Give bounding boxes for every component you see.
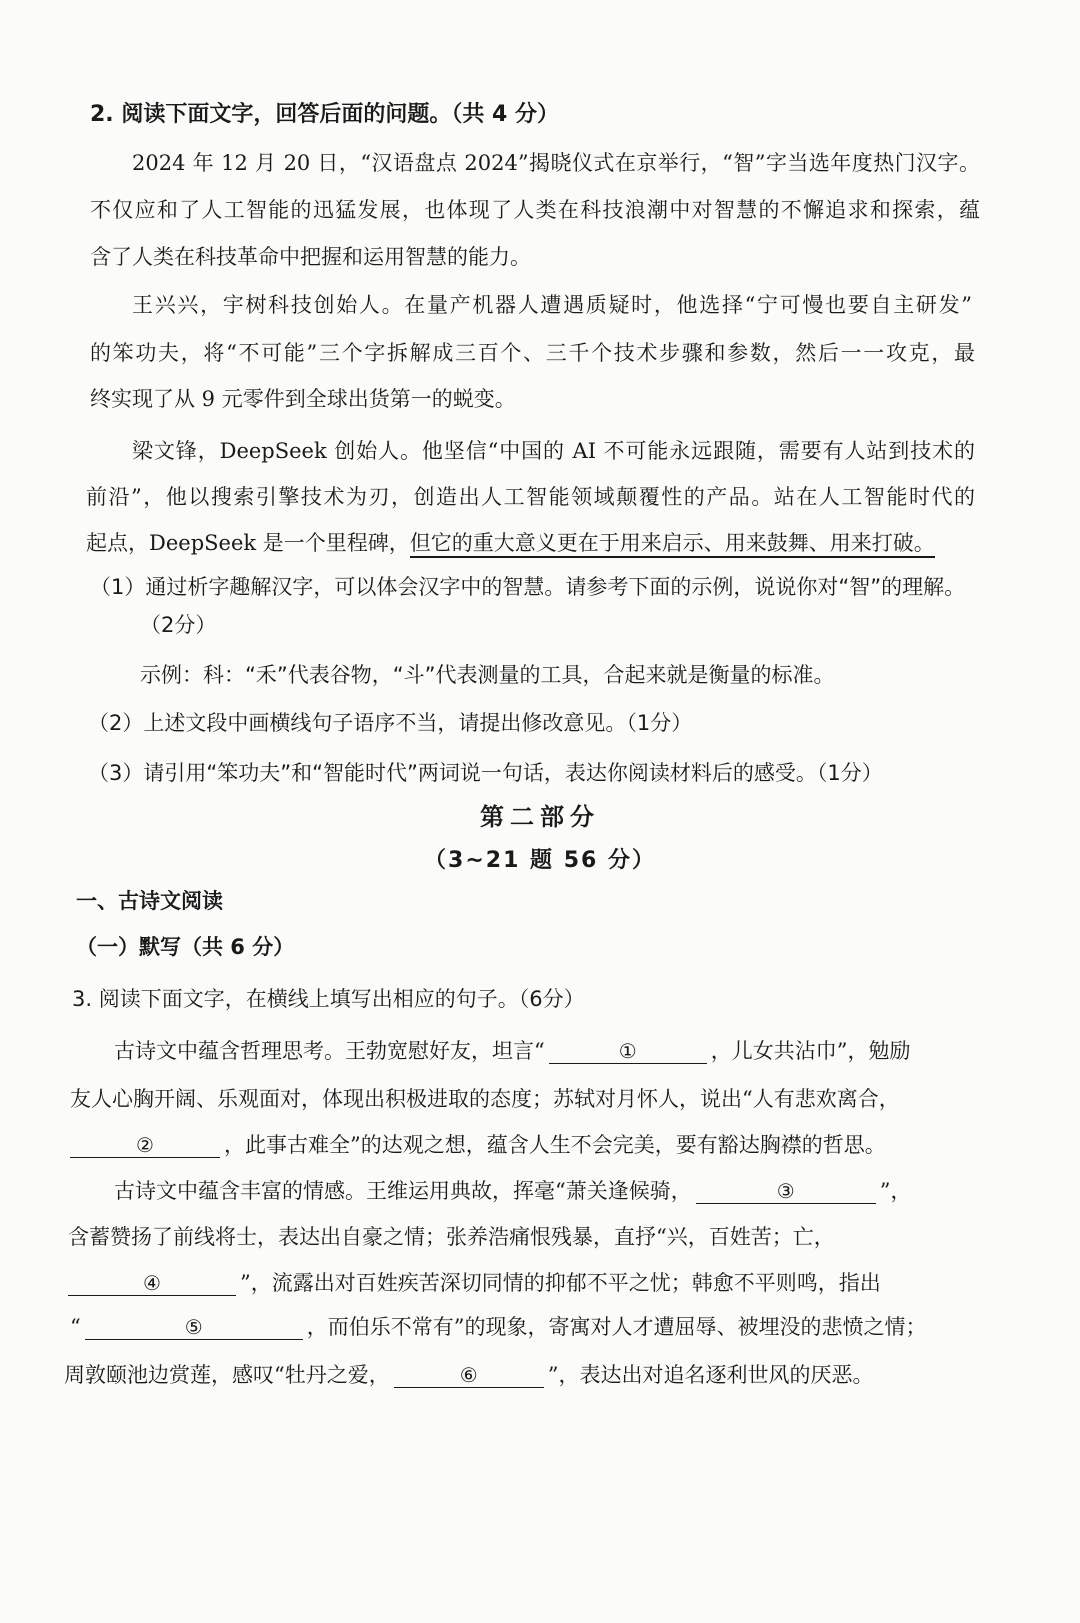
q2-p3-line3 bbox=[86, 528, 935, 558]
q3-line8: 周敦颐池边赏莲，感叹“牡丹之爱， ⑥ ”，表达出对追名逐利世风的厌恶。 bbox=[64, 1363, 874, 1387]
q2-p1-line1: 2024 年 12 月 20 日，“汉语盘点 2024”揭晓仪式在京举行，“智”字当选年度热门汉字。 bbox=[132, 151, 980, 175]
q2-sub2: （2）上述文段中画横线句子语序不当，请提出修改意见。（1分） bbox=[88, 711, 693, 735]
q3-title: 3. 阅读下面文字，在横线上填写出相应的句子。（6分） bbox=[72, 987, 585, 1011]
part2-title: 第二部分 bbox=[480, 803, 600, 831]
q2-sub1-score: （2分） bbox=[140, 613, 217, 637]
q3-line5: 含蓄赞扬了前线将士，表达出自豪之情；张养浩痛恨残暴，直抒“兴，百姓苦；亡， bbox=[68, 1225, 835, 1249]
blank-4[interactable]: ④ bbox=[68, 1271, 236, 1296]
underlined-sentence: 但它的重大意义更在于用来启示、用来鼓舞、用来打破。 bbox=[410, 531, 935, 558]
q2-p3-line1: 梁文锋，DeepSeek 创始人。他坚信“中国的 AI 不可能永远跟随，需要有人站到技术的 bbox=[132, 439, 975, 463]
q2-p1-line2: 不仅应和了人工智能的迅猛发展，也体现了人类在科技浪潮中对智慧的不懈追求和探索，蕴 bbox=[90, 198, 980, 222]
blank-6[interactable]: ⑥ bbox=[394, 1363, 544, 1388]
blank-2[interactable]: ② bbox=[70, 1133, 220, 1158]
q3-line4: 古诗文中蕴含丰富的情感。王维运用典故，挥毫“萧关逢候骑， ③ ”， bbox=[114, 1179, 912, 1203]
q3-line7: “ ⑤ ，而伯乐不常有”的现象，寄寓对人才遭屈辱、被埋没的悲愤之情； bbox=[70, 1315, 927, 1339]
q3-line6: ④ ”，流露出对百姓疾苦深切同情的抑郁不平之忧；韩愈不平则鸣，指出 bbox=[68, 1268, 881, 1298]
blank-3[interactable]: ③ bbox=[696, 1179, 876, 1204]
q2-p2-line3: 终实现了从 9 元零件到全球出货第一的蜕变。 bbox=[90, 387, 516, 411]
blank-1[interactable]: ① bbox=[549, 1039, 707, 1064]
q2-p2-line1: 王兴兴，宇树科技创始人。在量产机器人遭遇质疑时，他选择“宁可慢也要自主研发” bbox=[132, 293, 972, 317]
q3-line2: 友人心胸开阔、乐观面对，体现出积极进取的态度；苏轼对月怀人，说出“人有悲欢离合， bbox=[70, 1087, 900, 1111]
q2-title: 2. 阅读下面文字，回答后面的问题。（共 4 分） bbox=[90, 102, 559, 127]
section1-subtitle: （一）默写（共 6 分） bbox=[76, 935, 295, 959]
q3-line1: 古诗文中蕴含哲理思考。王勃宽慰好友，坦言“ ① ，儿女共沾巾”，勉励 bbox=[114, 1039, 911, 1063]
q3-line3: ② ，此事古难全”的达观之想，蕴含人生不会完美，要有豁达胸襟的哲思。 bbox=[70, 1130, 886, 1160]
q2-sub3: （3）请引用“笨功夫”和“智能时代”两词说一句话，表达你阅读材料后的感受。（1分） bbox=[88, 761, 883, 785]
q2-p3-prefix: 起点，DeepSeek 是一个里程碑， bbox=[86, 531, 410, 555]
q2-p2-line2: 的笨功夫，将“不可能”三个字拆解成三百个、三千个技术步骤和参数，然后一一攻克，最 bbox=[90, 341, 975, 365]
q2-p3-line2: 前沿”，他以搜索引擎技术为刃，创造出人工智能领域颠覆性的产品。站在人工智能时代的 bbox=[86, 485, 975, 509]
section1-title: 一、古诗文阅读 bbox=[76, 889, 223, 913]
q2-sub1-example: 示例：科：“禾”代表谷物，“斗”代表测量的工具，合起来就是衡量的标准。 bbox=[140, 663, 835, 687]
q2-sub1: （1）通过析字趣解汉字，可以体会汉字中的智慧。请参考下面的示例，说说你对“智”的理解。 bbox=[90, 575, 966, 599]
blank-5[interactable]: ⑤ bbox=[85, 1315, 303, 1340]
part2-subtitle: （3~21 题 56 分） bbox=[424, 848, 656, 873]
q2-p1-line3: 含了人类在科技革命中把握和运用智慧的能力。 bbox=[90, 245, 531, 269]
